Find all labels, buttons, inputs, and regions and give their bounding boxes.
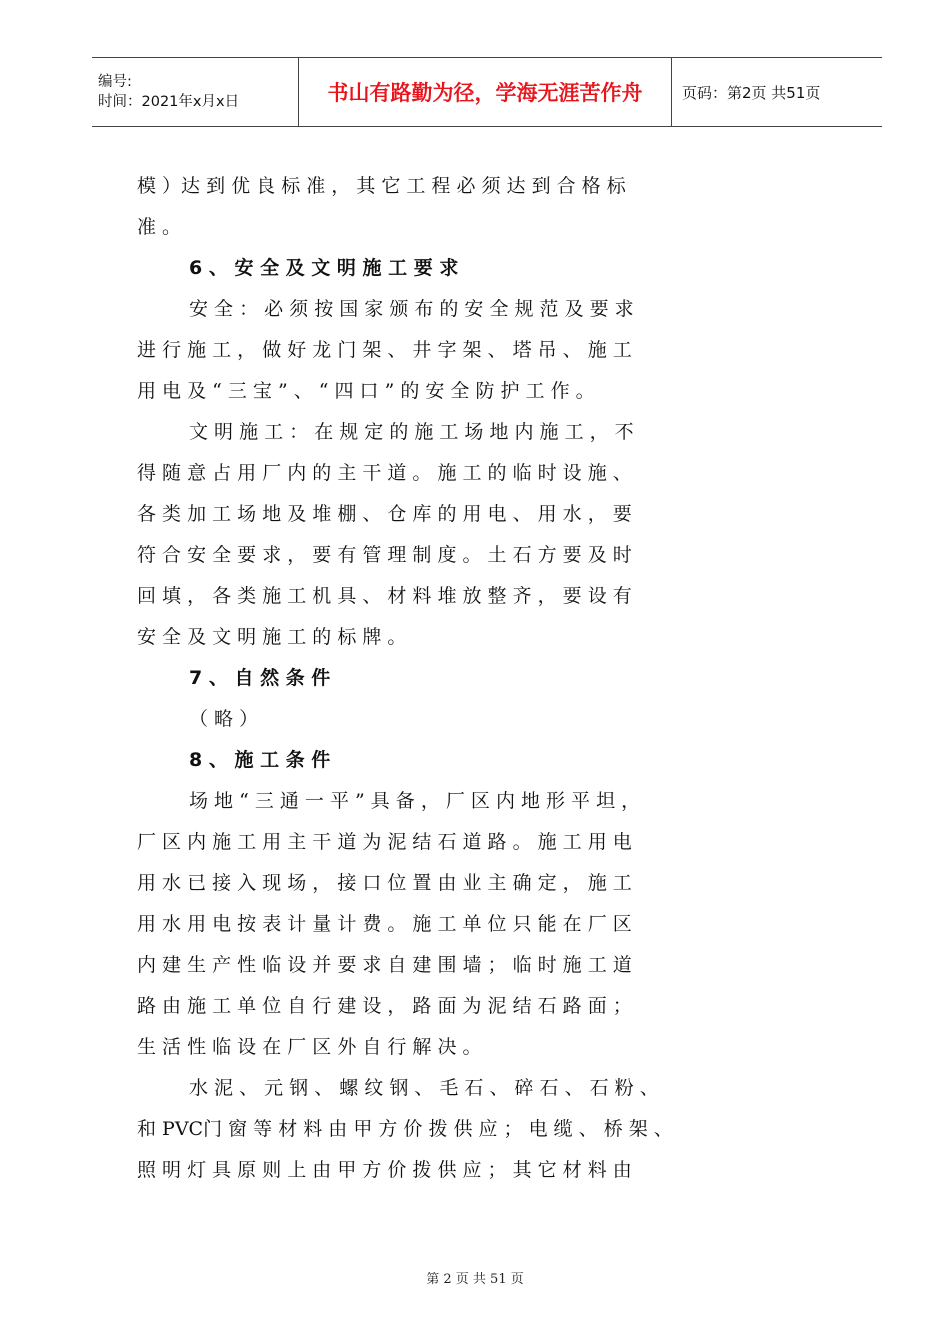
body-line: 准 。 bbox=[137, 216, 182, 238]
header-meta bbox=[92, 58, 299, 126]
section-heading-8: 8 、 施 工 条 件 bbox=[189, 749, 331, 771]
page-footer: 第 2 页 共 51 页 bbox=[426, 1272, 524, 1287]
body-line: 安 全 ： 必 须 按 国 家 颁 布 的 安 全 规 范 及 要 求 bbox=[189, 298, 634, 320]
section-heading-7: 7 、 自 然 条 件 bbox=[189, 667, 331, 689]
body-line: 照 明 灯 具 原 则 上 由 甲 方 价 拨 供 应 ； 其 它 材 料 由 bbox=[137, 1159, 632, 1181]
body-line: 内 建 生 产 性 临 设 并 要 求 自 建 围 墙 ； 临 时 施 工 道 bbox=[137, 954, 632, 976]
section-heading-6: 6 、 安 全 及 文 明 施 工 要 求 bbox=[189, 257, 459, 279]
body-line: 路 由 施 工 单 位 自 行 建 设 ， 路 面 为 泥 结 石 路 面 ； bbox=[137, 995, 632, 1017]
body-line: 安 全 及 文 明 施 工 的 标 牌 。 bbox=[137, 626, 407, 648]
body-line: 符 合 安 全 要 求 ， 要 有 管 理 制 度 。 土 石 方 要 及 时 bbox=[137, 544, 632, 566]
body-line: 文 明 施 工 ： 在 规 定 的 施 工 场 地 内 施 工 ， 不 bbox=[189, 421, 634, 443]
body-line: 用 电 及 “ 三 宝 ” 、 “ 四 口 ” 的 安 全 防 护 工 作 。 bbox=[137, 380, 595, 402]
time-label: 时间：2021年x月x日 bbox=[98, 94, 240, 110]
number-label: 编号: bbox=[98, 74, 132, 90]
body-line: 模 ）达 到 优 良 标 准 ， 其 它 工 程 必 须 达 到 合 格 标 bbox=[137, 175, 626, 197]
body-line: 用 水 已 接 入 现 场 ， 接 口 位 置 由 业 主 确 定 ， 施 工 bbox=[137, 872, 632, 894]
body-line: 厂 区 内 施 工 用 主 干 道 为 泥 结 石 道 路 。 施 工 用 电 bbox=[137, 831, 632, 853]
body-line: 水 泥 、 元 钢 、 螺 纹 钢 、 毛 石 、 碎 石 、 石 粉 、 bbox=[189, 1077, 659, 1099]
header-page-info bbox=[672, 58, 882, 126]
body-line: 进 行 施 工 ， 做 好 龙 门 架 、 井 字 架 、 塔 吊 、 施 工 bbox=[137, 339, 632, 361]
body-line: 生 活 性 临 设 在 厂 区 外 自 行 解 决 。 bbox=[137, 1036, 482, 1058]
body-line: 得 随 意 占 用 厂 内 的 主 干 道 。 施 工 的 临 时 设 施 、 bbox=[137, 462, 632, 484]
page-header bbox=[92, 57, 882, 127]
page-label: 页码：第2页 共51页 bbox=[682, 83, 821, 102]
body-line: 用 水 用 电 按 表 计 量 计 费 。 施 工 单 位 只 能 在 厂 区 bbox=[137, 913, 632, 935]
header-motto bbox=[299, 58, 672, 126]
motto-text: 书山有路勤为径，学海无涯苦作舟 bbox=[327, 81, 643, 105]
body-line: 和 PVC门 窗 等 材 料 由 甲 方 价 拨 供 应 ； 电 缆 、 桥 架 、 bbox=[137, 1118, 673, 1140]
body-line: 各 类 加 工 场 地 及 堆 棚 、 仓 库 的 用 电 、 用 水 ， 要 bbox=[137, 503, 632, 525]
body-line: 场 地 “ 三 通 一 平 ” 具 备 ， 厂 区 内 地 形 平 坦 ， bbox=[189, 790, 641, 812]
body-line: （ 略 ） bbox=[189, 708, 259, 730]
body-line: 回 填 ， 各 类 施 工 机 具 、 材 料 堆 放 整 齐 ， 要 设 有 bbox=[137, 585, 632, 607]
